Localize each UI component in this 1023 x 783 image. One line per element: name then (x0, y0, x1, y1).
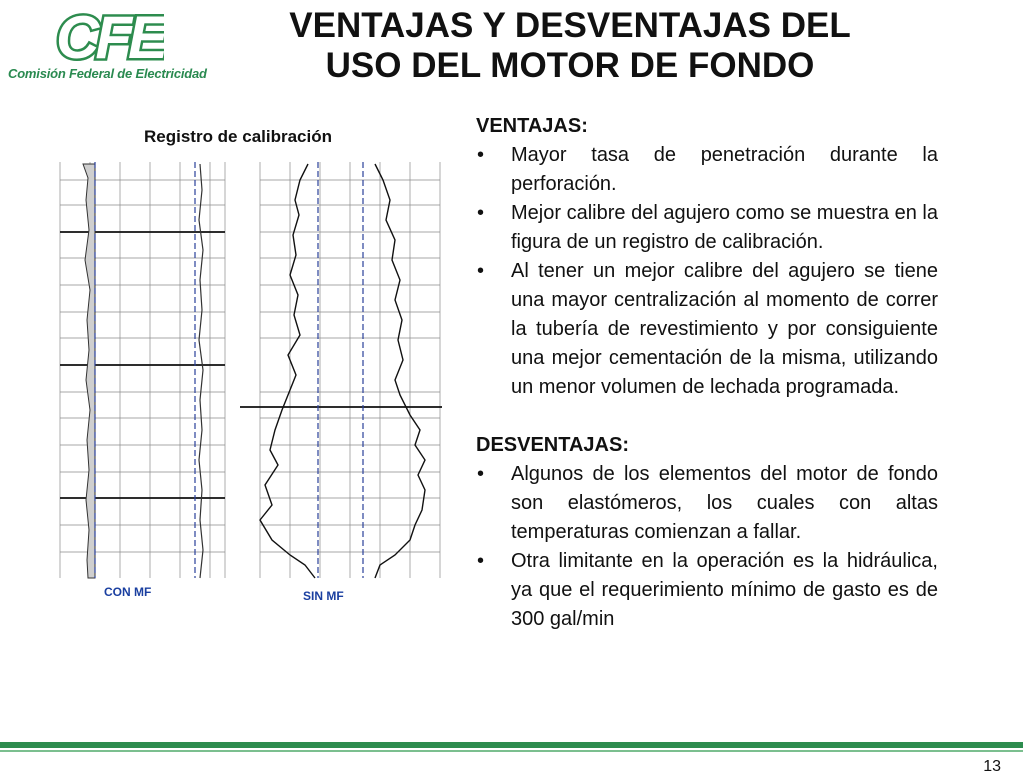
page-title-line-1: VENTAJAS Y DESVENTAJAS DEL (289, 6, 851, 45)
bullet-icon: • (477, 144, 485, 166)
list-item (476, 460, 938, 547)
page-number: 13 (983, 758, 1001, 775)
list-item (476, 199, 938, 257)
list-item-text: Al tener un mejor calibre del agujero se tiene una mayor centralización al momento de correr la tubería de revestimiento y por consiguiente una mejor cementación de la misma, utilizando un menor volumen de lechada programada. (511, 260, 938, 398)
list-item (476, 141, 938, 199)
bullet-icon: • (477, 260, 485, 282)
caliper-log-figure (50, 160, 445, 605)
ventajas-heading: VENTAJAS: (476, 115, 588, 137)
figure-caption: Registro de calibración (144, 127, 332, 146)
list-item (476, 547, 938, 634)
footer-line (0, 750, 1023, 752)
content-text (476, 112, 938, 634)
list-item-text: Algunos de los elementos del motor de fondo son elastómeros, los cuales con altas temperaturas comienzan a fallar. (511, 463, 938, 543)
list-item-text: Mayor tasa de penetración durante la perforación. (511, 144, 938, 195)
track-sin-mf (240, 162, 442, 578)
label-con-mf: CON MF (104, 585, 152, 599)
bullet-icon: • (477, 202, 485, 224)
desventajas-heading: DESVENTAJAS: (476, 434, 629, 456)
footer-bar (0, 742, 1023, 748)
bullet-icon: • (477, 463, 485, 485)
list-item (476, 257, 938, 402)
cfe-logo (8, 4, 208, 84)
page-title (210, 6, 930, 86)
list-item-text: Mejor calibre del agujero como se muestra en la figura de un registro de calibración. (511, 202, 938, 253)
page-title-line-2: USO DEL MOTOR DE FONDO (325, 46, 815, 85)
ventajas-list (476, 141, 938, 402)
cfe-logo-caption: Comisión Federal de Electricidad (8, 66, 207, 81)
label-sin-mf: SIN MF (303, 589, 344, 603)
track-con-mf (60, 162, 225, 578)
bullet-icon: • (477, 550, 485, 572)
cfe-logo-mark-text: CFE (56, 4, 164, 66)
cfe-logo-mark (54, 4, 164, 66)
desventajas-list (476, 460, 938, 634)
list-item-text: Otra limitante en la operación es la hidráulica, ya que el requerimiento mínimo de gasto es de 300 gal/min (511, 550, 938, 630)
